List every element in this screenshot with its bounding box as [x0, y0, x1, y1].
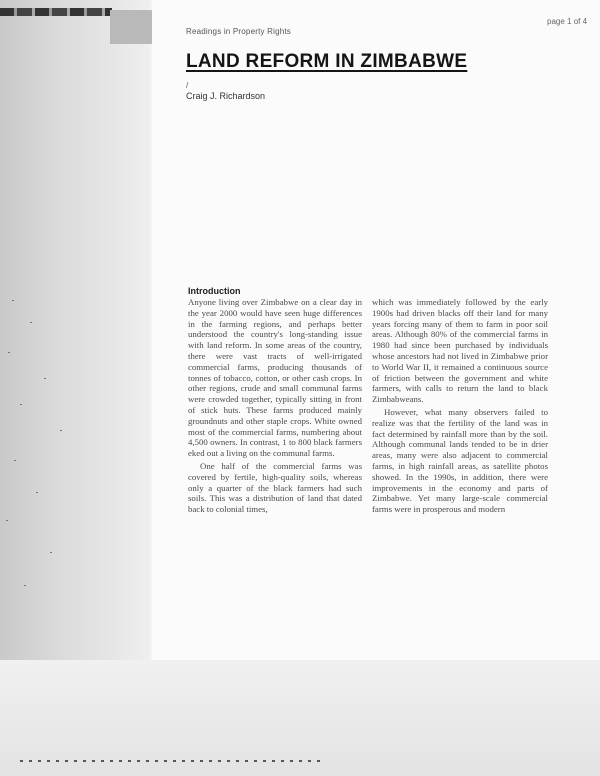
- article-title: LAND REFORM IN ZIMBABWE: [186, 51, 468, 72]
- scan-bottom-dots: [20, 760, 320, 762]
- page-number: page 1 of 4: [547, 17, 588, 26]
- running-head: Readings in Property Rights: [186, 27, 292, 36]
- section-heading: Introduction: [188, 286, 241, 296]
- left-column: [188, 297, 362, 515]
- right-column: [372, 297, 548, 515]
- paragraph: which was immediately followed by the early 1900s had driven blacks off their land for many years forcing many of them to farm in poor soil areas. Although 80% of the commercial farms in 1980 had since been purchased by individuals whose ancestors had not lived in Zimbabwe prior to World War II, it remained a continuous source of friction between the government and white farmers, with calls to return the land to black Zimbabweans.: [372, 297, 548, 405]
- scan-top-bar: [0, 8, 112, 16]
- paragraph: One half of the commercial farms was covered by fertile, high-quality soils, whereas only a quarter of the black farmers had such soils. This was a distribution of land that dated back to colonial times,: [188, 460, 362, 515]
- scan-bottom-margin: [0, 660, 600, 776]
- paragraph: However, what many observers failed to realize was that the fertility of the land was in fact determined by rainfall more than by the soil. Although communal lands tended to be in drier areas, many were also adjacent to commercial farms, in high rainfall areas, as satellite photos showed. In the 1990s, in addition, there were improvements in the economy and parts of Zimbabwe. Yet many large-scale commercial farms were in prosperous and modern: [372, 406, 548, 515]
- scan-corner-shadow: [110, 10, 154, 44]
- paragraph: Anyone living over Zimbabwe on a clear day in the year 2000 would have seen huge differences in the farming regions, and perhaps better understood the country's long-standing issue with land reform. In some areas of the country, there were vast tracts of well-irrigated commercial farms, producing thousands of tonnes of tobacco, cotton, or other cash crops. In other regions, crude and small communal farms were crowded together, typically sitting in front of stick huts. These farms produced mainly groundnuts and other staple crops. White owned most of the commercial farms, numbering about 4,500 owners. In contrast, 1 to 800 black farmers eked out a living on the communal farms.: [188, 297, 362, 459]
- author-name: Craig J. Richardson: [186, 91, 266, 101]
- author-mark: /: [186, 81, 189, 90]
